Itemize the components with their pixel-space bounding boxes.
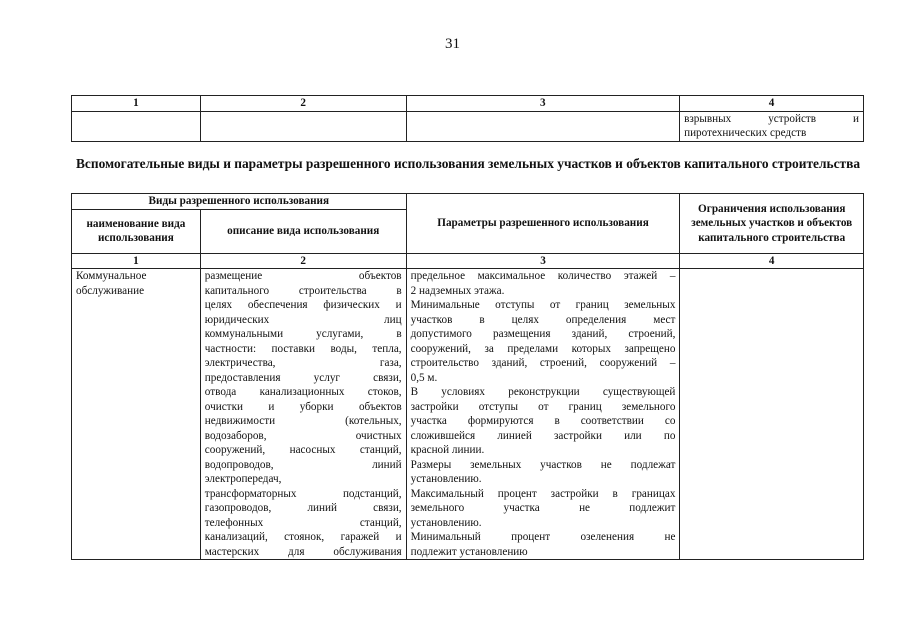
text-line: недвижимости (котельных,: [204, 415, 402, 427]
text-line: 2 надземных этажа.: [410, 284, 505, 297]
text-line: установлению.: [410, 473, 482, 485]
section-heading: Вспомогательные виды и параметры разрешенного использования земельных участков и объектов капитального строительства: [76, 156, 861, 171]
empty-cell: [406, 111, 680, 141]
use-restrictions-cell: [680, 269, 864, 560]
text-line: Минимальные отступы от границ земельных: [410, 299, 676, 311]
text-line: водопроводов, линий: [204, 458, 402, 471]
text-line: взрывных устройств и: [684, 112, 859, 125]
text-line: Размеры земельных участков не подлежат: [410, 458, 676, 471]
text-line: строительство зданий, строений, сооружений –: [410, 357, 676, 369]
text-line: Коммунальное: [76, 270, 147, 282]
column-number: 1: [72, 96, 201, 112]
text-line: сложившейся линией застройки или по: [410, 429, 676, 442]
use-description-cell: [200, 269, 406, 560]
use-name-cell: [72, 269, 201, 560]
page-number: 31: [445, 36, 460, 52]
header-params: Параметры разрешенного использования: [406, 194, 680, 254]
empty-cell: [200, 111, 406, 141]
column-number-row: [72, 96, 864, 112]
text-line: очистки и уборки объектов: [204, 400, 402, 413]
column-number-row: [72, 253, 864, 269]
text-line: газопроводов, линий связи,: [204, 502, 402, 514]
text-line: телефонных станций,: [204, 516, 402, 529]
text-line: обслуживание: [76, 284, 145, 297]
text-line: трансформаторных подстанций,: [204, 487, 402, 500]
text-line: предоставления услуг связи,: [204, 371, 402, 384]
header-restrictions: Ограничения использования земельных участков и объектов капитального строительства: [680, 194, 864, 254]
header-name: наименование вида использования: [72, 209, 201, 253]
text-line: предельное максимальное количество этажей –: [410, 270, 676, 282]
text-line: юридических лиц: [204, 313, 402, 326]
header-row: [72, 194, 864, 210]
text-line: 0,5 м.: [410, 371, 438, 384]
column-number: 4: [680, 253, 864, 269]
text-line: канализаций, стоянок, гаражей и: [204, 531, 402, 543]
text-line: земельного участка не подлежит: [410, 502, 676, 514]
header-group-label: Виды разрешенного использования: [72, 194, 407, 210]
column-number: 3: [406, 96, 680, 112]
table-row: [72, 111, 864, 141]
text-line: красной линии.: [410, 444, 485, 456]
use-params-cell: [406, 269, 680, 560]
text-line: допустимого размещения зданий, строений,: [410, 328, 676, 340]
text-line: целях обеспечения физических и: [204, 299, 402, 311]
text-line: сооружений, насосных станций,: [204, 444, 402, 456]
column-number: 3: [406, 253, 680, 269]
header-description: описание вида использования: [200, 209, 406, 253]
text-line: участка формируются в соответствии со: [410, 415, 676, 427]
text-line: мастерских для обслуживания: [204, 545, 402, 558]
text-line: отвода канализационных стоков,: [204, 386, 402, 398]
column-number: 2: [200, 253, 406, 269]
land-use-table: [71, 193, 864, 560]
text-line: электричества, газа,: [204, 357, 402, 369]
text-line: Максимальный процент застройки в границах: [410, 487, 676, 500]
text-line: застройки отступы от границ земельного: [410, 400, 676, 413]
text-line: участков в целях определения мест: [410, 313, 676, 326]
text-line: электропередач,: [204, 473, 282, 485]
restriction-cell: [680, 111, 864, 141]
text-line: размещение объектов: [204, 270, 402, 282]
text-line: В условиях реконструкции существующей: [410, 386, 676, 398]
text-line: коммунальными услугами, в: [204, 328, 402, 340]
text-line: пиротехнических средств: [684, 127, 807, 139]
text-line: капитального строительства в: [204, 284, 402, 297]
text-line: подлежит установлению: [410, 545, 528, 558]
text-line: водозаборов, очистных: [204, 429, 402, 442]
empty-cell: [72, 111, 201, 141]
column-number: 2: [200, 96, 406, 112]
column-number: 1: [72, 253, 201, 269]
continuation-table: [71, 95, 864, 142]
table-row: [72, 269, 864, 560]
text-line: установлению.: [410, 516, 482, 529]
text-line: сооружений, за пределами которых запрещено: [410, 342, 676, 355]
text-line: Минимальный процент озеленения не: [410, 531, 676, 543]
text-line: частности: поставки воды, тепла,: [204, 342, 402, 355]
column-number: 4: [680, 96, 864, 112]
